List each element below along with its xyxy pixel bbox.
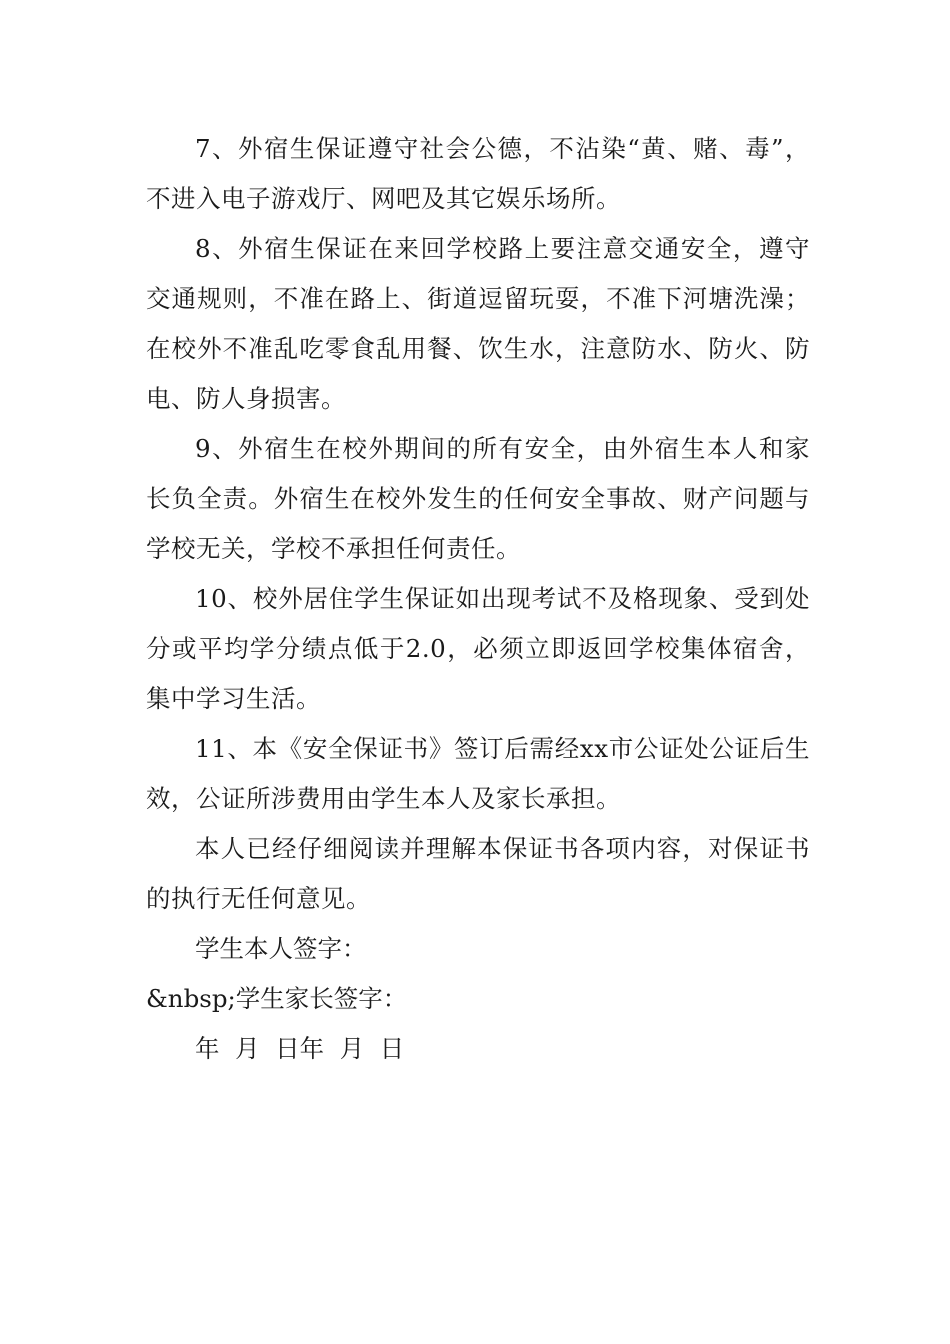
clause-11: 11、本《安全保证书》签订后需经xx市公证处公证后生效，公证所涉费用由学生本人及家长承担。 [146,734,810,813]
date-line: 年 月 日年 月 日 [195,1034,405,1063]
clause-8: 8、外宿生保证在来回学校路上要注意交通安全，遵守交通规则，不准在路上、街道逗留玩耍，不准下河塘洗澡；在校外不准乱吃零食乱用餐、饮生水，注意防水、防火、防电、防人身损害。 [146,234,810,413]
clause-9: 9、外宿生在校外期间的所有安全，由外宿生本人和家长负全责。外宿生在校外发生的任何安全事故、财产问题与学校无关，学校不承担任何责任。 [146,434,810,563]
parent-signature-label: &nbsp;学生家长签字： [146,984,408,1013]
clause-10: 10、校外居住学生保证如出现考试不及格现象、受到处分或平均学分绩点低于2.0，必须立即返回学校集体宿舍，集中学习生活。 [146,584,810,713]
acknowledgement-paragraph: 本人已经仔细阅读并理解本保证书各项内容，对保证书的执行无任何意见。 [146,834,810,913]
student-signature-label: 学生本人签字： [195,934,367,963]
clause-7: 7、外宿生保证遵守社会公德，不沾染“黄、赌、毒”，不进入电子游戏厅、网吧及其它娱乐场所。 [146,134,810,213]
document-body [146,124,810,1074]
